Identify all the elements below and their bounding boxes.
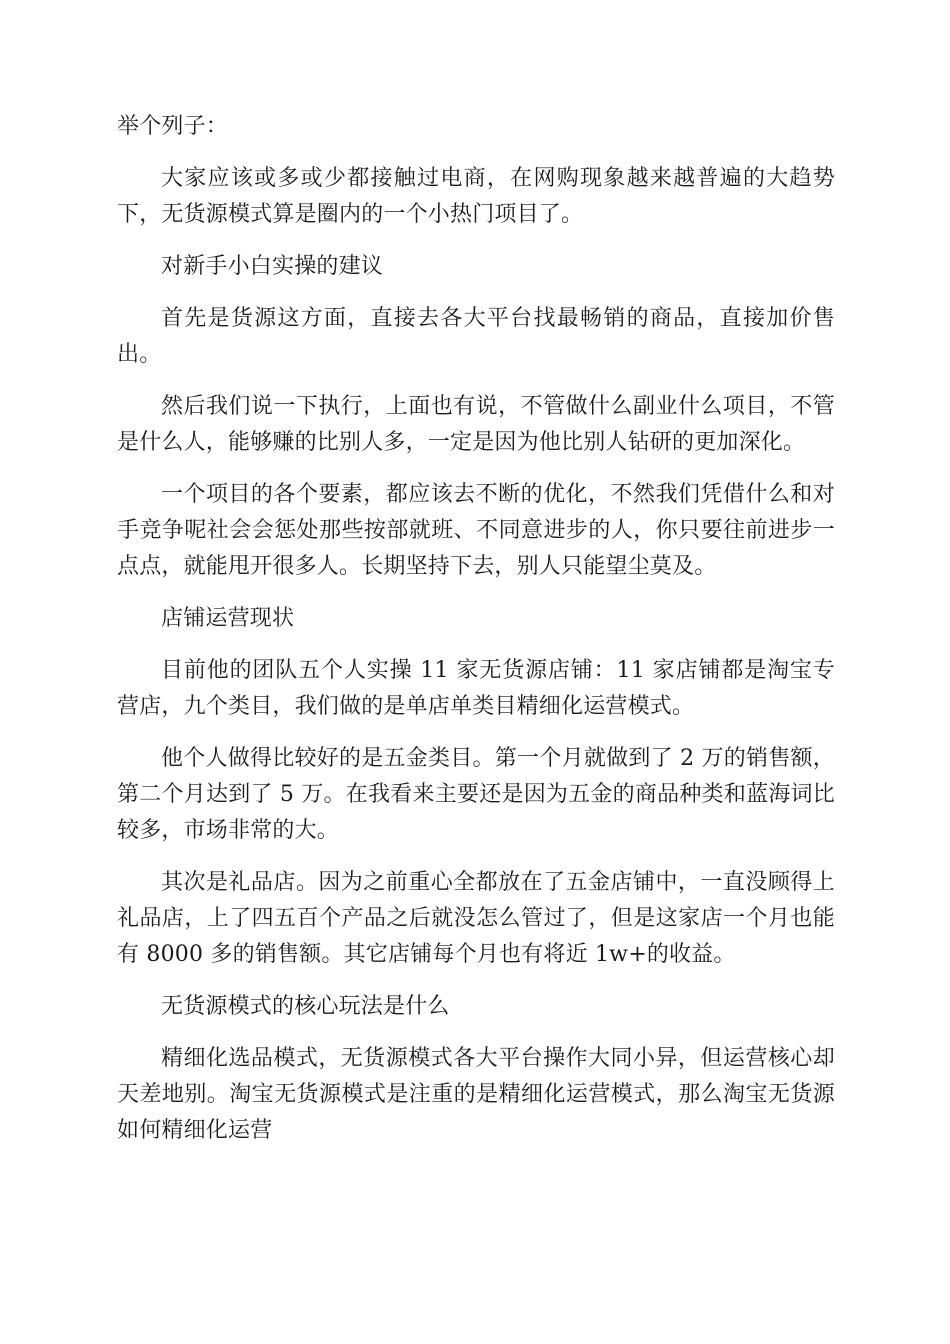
paragraph-execution: 然后我们说一下执行，上面也有说，不管做什么副业什么项目，不管是什么人，能够赚的比别人多，一定是因为他比别人钻研的更加深化。 bbox=[117, 394, 835, 455]
paragraph-team-stores: 目前他的团队五个人实操 11 家无货源店铺：11 家店铺都是淘宝专营店，九个类目，我们做的是单店单类目精细化运营模式。 bbox=[117, 658, 835, 719]
paragraph-hardware-category: 他个人做得比较好的是五金类目。第一个月就做到了 2 万的销售额，第二个月达到了 5 万。在我看来主要还是因为五金的商品种类和蓝海词比较多，市场非常的大。 bbox=[117, 746, 835, 843]
section-heading-beginner-advice: 对新手小白实操的建议 bbox=[161, 254, 384, 279]
paragraph-ecommerce-trend: 大家应该或多或少都接触过电商，在网购现象越来越普遍的大趋势下，无货源模式算是圈内的一个小热门项目了。 bbox=[117, 166, 835, 227]
paragraph-example-intro: 举个列子： bbox=[117, 114, 229, 139]
paragraph-gift-store: 其次是礼品店。因为之前重心全都放在了五金店铺中，一直没顾得上礼品店，上了四五百个产品之后就没怎么管过了，但是这家店一个月也能有 8000 多的销售额。其它店铺每个月也有将近 1w+的收益。 bbox=[117, 870, 835, 967]
paragraph-sourcing: 首先是货源这方面，直接去各大平台找最畅销的商品，直接加价售出。 bbox=[117, 306, 835, 367]
document-body bbox=[117, 109, 835, 1165]
section-heading-store-status: 店铺运营现状 bbox=[161, 606, 295, 631]
section-heading-core-method: 无货源模式的核心玩法是什么 bbox=[161, 994, 450, 1019]
paragraph-refined-selection: 精细化选品模式，无货源模式各大平台操作大同小异，但运营核心却天差地别。淘宝无货源模式是注重的是精细化运营模式，那么淘宝无货源如何精细化运营 bbox=[117, 1046, 835, 1143]
paragraph-optimization: 一个项目的各个要素，都应该去不断的优化，不然我们凭借什么和对手竞争呢社会会惩处那些按部就班、不同意进步的人，你只要往前进步一点点，就能甩开很多人。长期坚持下去，别人只能望尘莫及。 bbox=[117, 482, 835, 579]
